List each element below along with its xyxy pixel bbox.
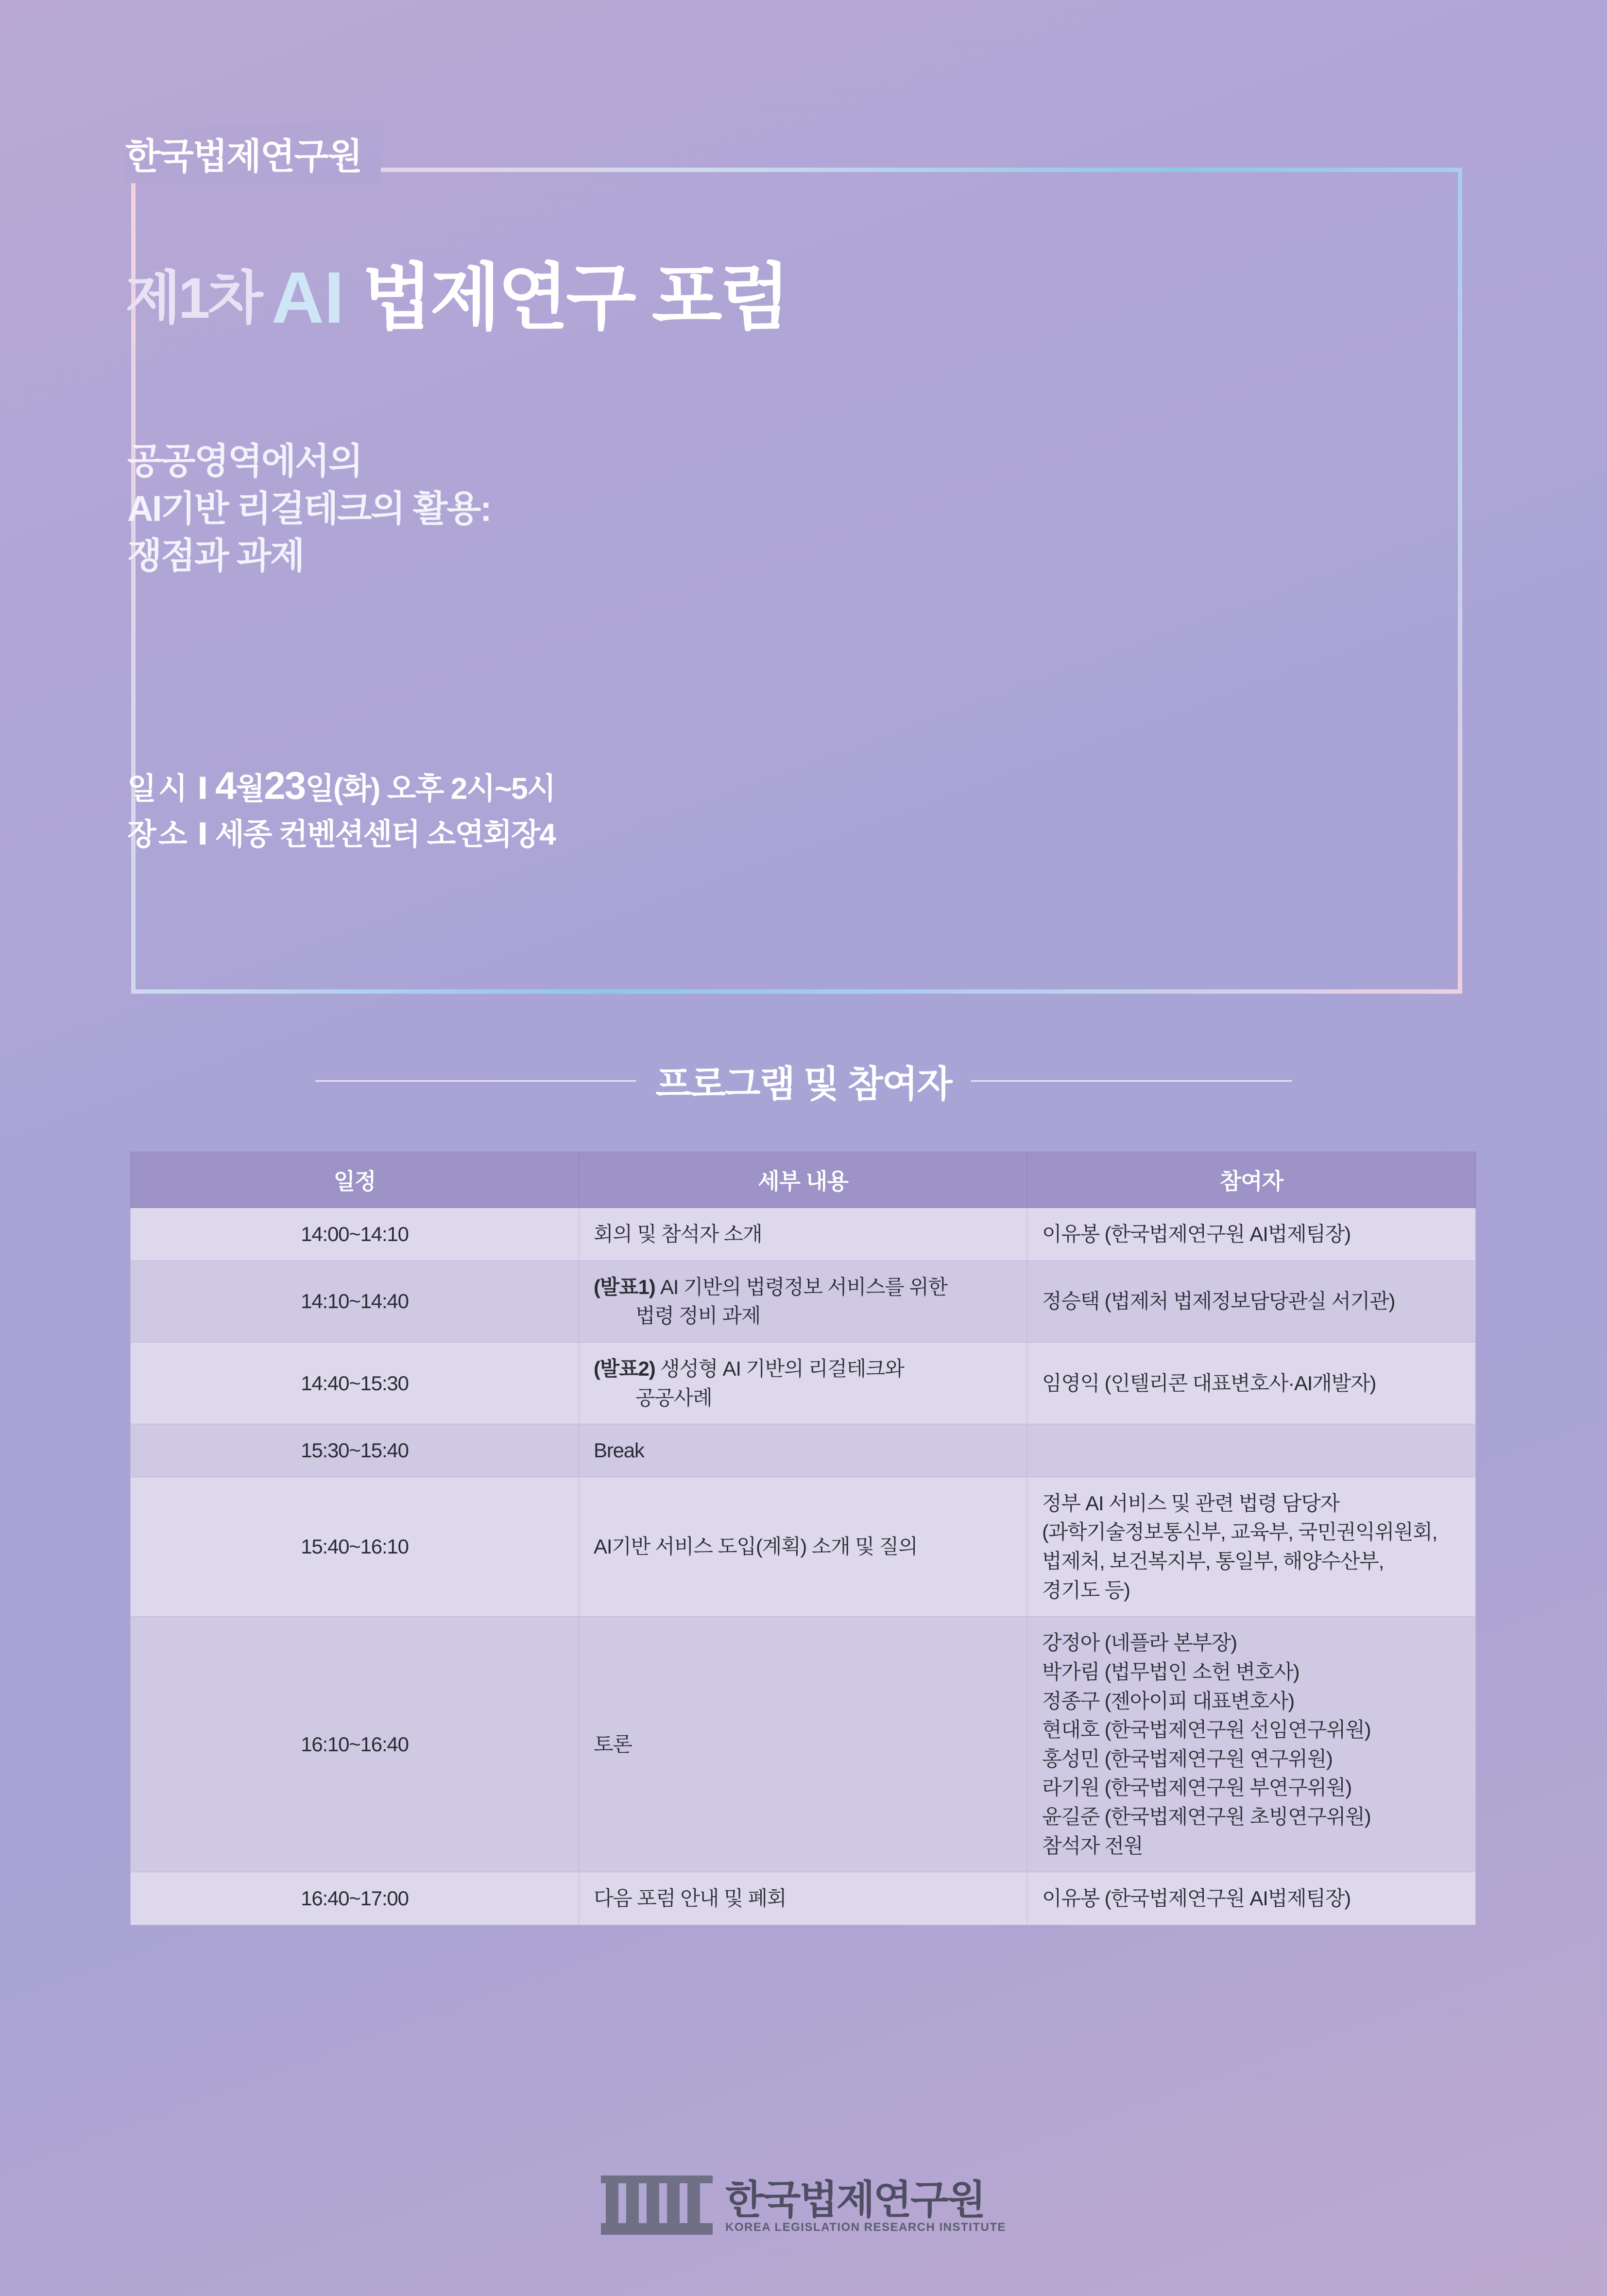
title-ai: AI	[271, 257, 344, 338]
date-value: 일(화) 오후 2시~5시	[305, 772, 555, 806]
logo-bar-3	[647, 2179, 659, 2224]
cell-detail: 토론	[579, 1617, 1027, 1872]
detail-label: (발표1)	[594, 1275, 655, 1298]
cell-people: 임영익 (인텔리콘 대표변호사·AI개발자)	[1027, 1342, 1476, 1424]
cell-detail: (발표2) 생성형 AI 기반의 리걸테크와 공공사례	[579, 1342, 1027, 1424]
title-prefix: 제1차	[125, 266, 261, 330]
table-row	[131, 1208, 1476, 1261]
cell-people: 정승택 (법제처 법제정보담당관실 서기관)	[1027, 1260, 1476, 1342]
cell-detail: Break	[579, 1424, 1027, 1477]
column-header-detail: 세부 내용	[579, 1152, 1027, 1208]
heading-rule-left	[315, 1080, 636, 1082]
event-info	[127, 758, 555, 856]
program-table-wrapper	[130, 1152, 1476, 1925]
column-header-people: 참여자	[1027, 1152, 1476, 1208]
event-date-line	[127, 758, 555, 813]
detail-label: (발표2)	[594, 1357, 655, 1380]
event-place-line	[127, 813, 555, 856]
cell-detail: 다음 포럼 안내 및 폐회	[579, 1872, 1027, 1925]
subtitle-line-1: 공공영역에서의	[127, 441, 362, 481]
logo-text-en: KOREA LEGISLATION RESEARCH INSTITUTE	[725, 2221, 1006, 2234]
cell-detail: (발표1) AI 기반의 법령정보 서비스를 위한 법령 정비 과제	[579, 1260, 1027, 1342]
cell-people: 정부 AI 서비스 및 관련 법령 담당자 (과학기술정보통신부, 교육부, 국민권익위원회, 법제처, 보건복지부, 통일부, 해양수산부, 경기도 등)	[1027, 1477, 1476, 1617]
table-row	[131, 1260, 1476, 1342]
cell-people: 이유봉 (한국법제연구원 AI법제팀장)	[1027, 1208, 1476, 1261]
table-header-row	[131, 1152, 1476, 1208]
subtitle-line-2: AI기반 리걸테크의 활용:	[127, 488, 491, 529]
cell-time: 15:40~16:10	[131, 1477, 579, 1617]
logo-bar-5	[687, 2179, 700, 2224]
cell-people: 강정아 (네플라 본부장) 박가림 (법무법인 소헌 변호사) 정종구 (젠아이피 대표변호사) 현대호 (한국법제연구원 선임연구위원) 홍성민 (한국법제연구원 연구위원) 라기원 (한국법제연구원 부연구위원) 윤길준 (한국법제연구원 초빙연구위원) 참석자 전원	[1027, 1617, 1476, 1872]
table-row	[131, 1424, 1476, 1477]
place-value: 세종 컨벤션센터 소연회장4	[215, 817, 555, 851]
date-month-unit: 월	[236, 772, 264, 806]
table-row	[131, 1477, 1476, 1617]
table-head	[131, 1152, 1476, 1208]
logo-bar-2	[626, 2179, 639, 2224]
place-label: 장소	[127, 817, 189, 851]
cell-time: 16:40~17:00	[131, 1872, 579, 1925]
logo-bar-4	[667, 2179, 680, 2224]
logo-base-bar	[601, 2223, 713, 2235]
date-day: 23	[264, 764, 306, 807]
cell-time: 15:30~15:40	[131, 1424, 579, 1477]
cell-detail: 회의 및 참석자 소개	[579, 1208, 1027, 1261]
footer-logo	[0, 2175, 1607, 2238]
institute-logo-text	[725, 2179, 1006, 2233]
poster-hero	[0, 0, 1607, 1105]
cell-detail: AI기반 서비스 도입(계획) 소개 및 질의	[579, 1477, 1027, 1617]
date-label: 일시	[127, 772, 189, 806]
date-month: 4	[215, 764, 236, 807]
program-heading-text: 프로그램 및 참여자	[655, 1064, 952, 1105]
table-row	[131, 1617, 1476, 1872]
cell-time: 14:10~14:40	[131, 1260, 579, 1342]
cell-people: 이유봉 (한국법제연구원 AI법제팀장)	[1027, 1872, 1476, 1925]
table-body	[131, 1208, 1476, 1925]
title-rest: 법제연구 포럼	[362, 257, 788, 338]
table-row	[131, 1872, 1476, 1925]
cell-time: 16:10~16:40	[131, 1617, 579, 1872]
logo-text-ko: 한국법제연구원	[725, 2178, 985, 2223]
table-row	[131, 1342, 1476, 1424]
place-separator: Ⅰ	[197, 817, 207, 851]
poster-subtitle	[127, 437, 491, 580]
cell-time: 14:40~15:30	[131, 1342, 579, 1424]
program-table	[130, 1152, 1476, 1925]
heading-rule-right	[971, 1080, 1292, 1082]
frame-mask-bottom	[87, 884, 155, 1030]
subtitle-line-3: 쟁점과 과제	[127, 535, 304, 576]
cell-time: 14:00~14:10	[131, 1208, 579, 1261]
institute-logo-icon	[601, 2175, 713, 2238]
column-header-time: 일정	[131, 1152, 579, 1208]
page-title	[125, 258, 787, 338]
logo-bar-1	[606, 2179, 618, 2224]
program-heading	[0, 1054, 1607, 1107]
cell-people	[1027, 1424, 1476, 1477]
institute-name: 한국법제연구원	[125, 124, 381, 183]
date-separator: Ⅰ	[197, 772, 207, 806]
